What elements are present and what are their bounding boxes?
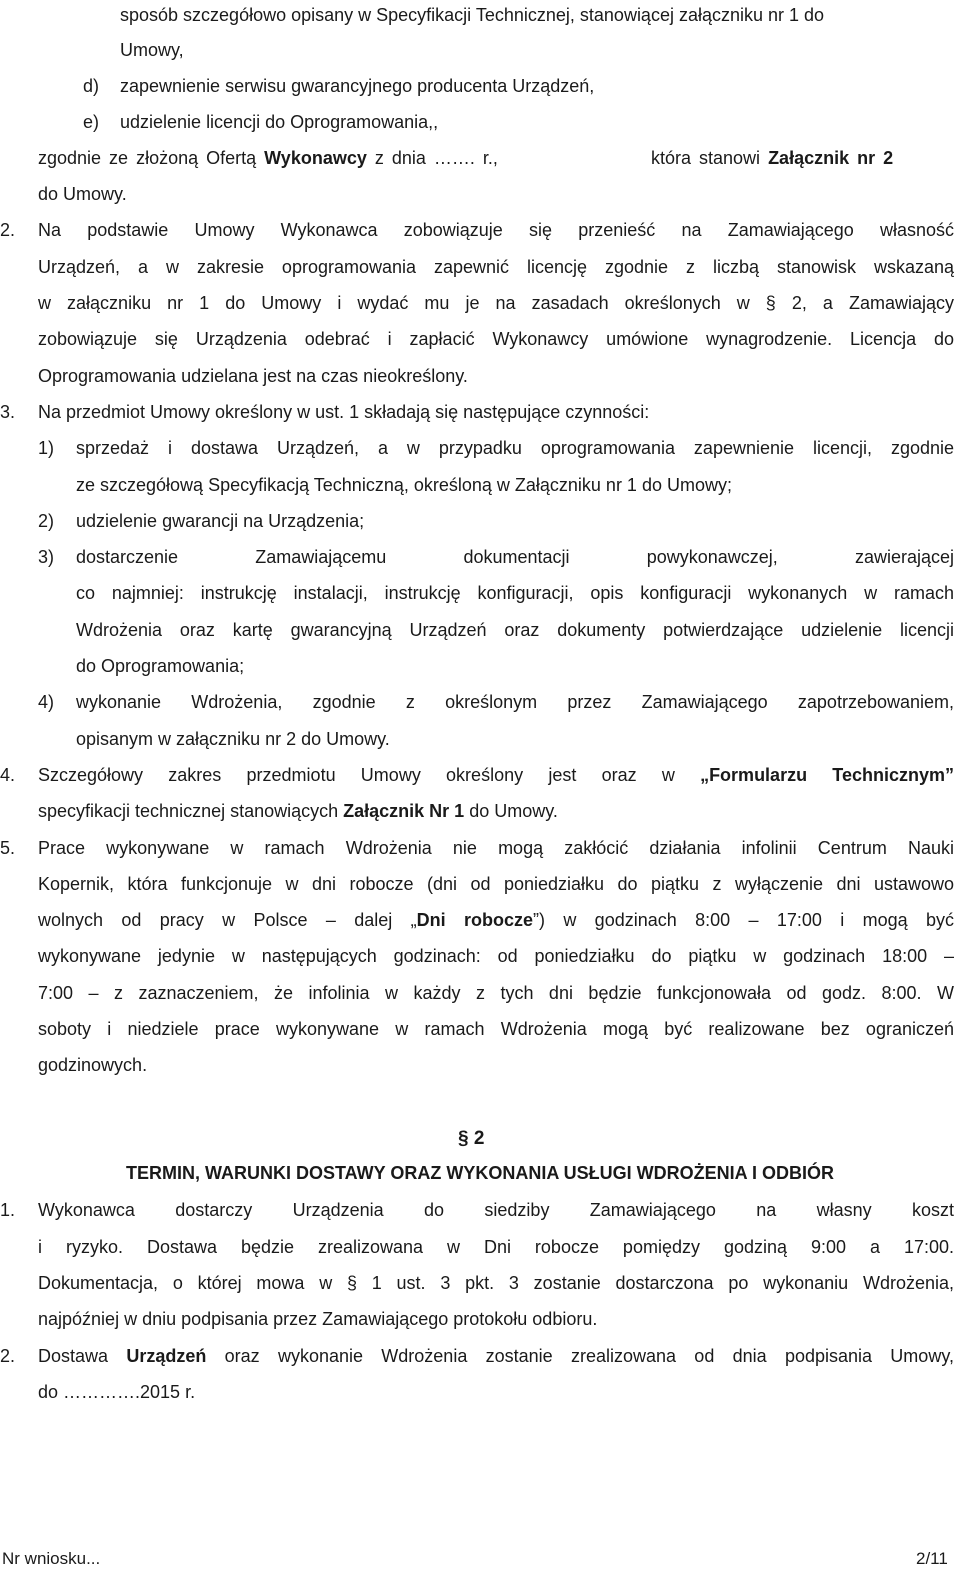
list-item-1-line-1: sprzedaż i dostawa Urządzeń, a w przypadku oprogramowania zapewnienie licencji, zgodnie — [76, 438, 954, 458]
list-item-3-number: 3) — [38, 547, 55, 567]
paragraph-5-text-a: wolnych od pracy w Polsce – dalej „ — [38, 910, 417, 930]
item-d-marker: d) — [83, 76, 100, 96]
offer-date: z dnia ……. r., — [366, 148, 498, 168]
list-item-1-number: 1) — [38, 438, 55, 458]
section-2-item-2-number: 2. — [0, 1346, 16, 1366]
paragraph-2-line-2: Urządzeń, a w zakresie oprogramowania zapewnić licencję zgodnie z liczbą stanowisk wskazaną — [38, 257, 954, 277]
paragraph-3-line-1: Na przedmiot Umowy określony w ust. 1 składają się następujące czynności: — [38, 402, 650, 422]
footer-application-number: Nr wniosku... — [2, 1549, 101, 1568]
paragraph-4-number: 4. — [0, 765, 16, 785]
item-d-text: zapewnienie serwisu gwarancyjnego producenta Urządzeń, — [120, 76, 595, 96]
devices-bold: Urządzeń — [126, 1346, 207, 1366]
list-item-3-line-1: dostarczenie Zamawiającemu dokumentacji powykonawczej, zawierającej — [76, 547, 954, 567]
list-item-1-line-2: ze szczegółową Specyfikacją Techniczną, określoną w Załączniku nr 1 do Umowy; — [76, 475, 732, 495]
paragraph-2-line-3: w załączniku nr 1 do Umowy i wydać mu je na zasadach określonych w § 2, a Zamawiający — [38, 293, 954, 313]
item-e-marker: e) — [83, 112, 100, 132]
paragraph-5-line-1: Prace wykonywane w ramach Wdrożenia nie mogą zakłócić działania infolinii Centrum Nauki — [38, 838, 954, 858]
section-2-mark: § 2 — [458, 1128, 485, 1149]
working-days-bold: Dni robocze — [416, 910, 533, 930]
paragraph-5-line-2: Kopernik, która funkcjonuje w dni robocze (dni od poniedziałku do piątku z wyłączenie dni ustawowo — [38, 874, 954, 894]
paragraph-4-line-1 — [38, 764, 954, 786]
list-item-2-number: 2) — [38, 511, 55, 531]
paragraph-4-line-2 — [38, 800, 558, 822]
paragraph-3-number: 3. — [0, 402, 16, 422]
paragraph-5-line-3 — [38, 909, 954, 931]
delivery-tail: oraz wykonanie Wdrożenia zostanie zrealizowana od dnia podpisania Umowy, — [206, 1346, 954, 1366]
section-2-item-1-line-1: Wykonawca dostarczy Urządzenia do siedziby Zamawiającego na własny koszt — [38, 1200, 954, 1220]
section-2-item-2-line-2: do ………….2015 r. — [38, 1382, 196, 1402]
list-item-4-line-2: opisanym w załączniku nr 2 do Umowy. — [76, 729, 390, 749]
footer-page-number: 2/11 — [916, 1549, 948, 1568]
paragraph-5-number: 5. — [0, 838, 16, 858]
section-2-item-1-line-3: Dokumentacja, o której mowa w § 1 ust. 3 pkt. 3 zostanie dostarczona po wykonaniu Wdrożenia, — [38, 1273, 954, 1293]
paragraph-5-line-7: godzinowych. — [38, 1055, 148, 1075]
offer-line — [38, 147, 498, 169]
technical-form-bold: „Formularzu Technicznym” — [700, 765, 954, 785]
intro-line-2: Umowy, — [120, 40, 184, 60]
intro-line-1: sposób szczegółowo opisany w Specyfikacji Technicznej, stanowiącej załączniku nr 1 do — [120, 5, 825, 25]
offer-text: zgodnie ze złożoną Ofertą — [38, 148, 265, 168]
paragraph-2-line-1: Na podstawie Umowy Wykonawca zobowiązuje się przenieść na Zamawiającego własność — [38, 220, 954, 240]
paragraph-2-line-5: Oprogramowania udzielana jest na czas nieokreślony. — [38, 366, 468, 386]
list-item-3-line-4: do Oprogramowania; — [76, 656, 245, 676]
section-2-item-1-line-2: i ryzyko. Dostawa będzie zrealizowana w Dni robocze pomiędzy godziną 9:00 a 17:00. — [38, 1237, 954, 1257]
offer-annex-text: która stanowi — [651, 148, 769, 168]
paragraph-5-line-6: soboty i niedziele prace wykonywane w ramach Wdrożenia mogą być realizowane bez ograniczeń — [38, 1019, 954, 1039]
paragraph-5-line-5: 7:00 – z zaznaczeniem, że infolinia w każdy z tych dni będzie funkcjonowała od godz. 8:00. W — [38, 983, 954, 1003]
list-item-4-number: 4) — [38, 692, 55, 712]
paragraph-4-tail: do Umowy. — [464, 801, 558, 821]
annex-2-bold: Załącznik nr 2 — [768, 148, 894, 168]
paragraph-5-text-c: ”) w godzinach 8:00 – 17:00 i mogą być — [532, 910, 954, 930]
item-e-text: udzielenie licencji do Oprogramowania,, — [120, 112, 439, 132]
section-2-title: TERMIN, WARUNKI DOSTAWY ORAZ WYKONANIA USŁUGI WDROŻENIA I ODBIÓR — [126, 1163, 834, 1183]
paragraph-2-number: 2. — [0, 220, 16, 240]
list-item-3-line-3: Wdrożenia oraz kartę gwarancyjną Urządzeń oraz dokumenty potwierdzające udzielenie licencji — [76, 620, 954, 640]
section-2-item-2-line-1 — [38, 1345, 954, 1367]
paragraph-5-line-4: wykonywane jedynie w następujących godzinach: od poniedziałku do piątku w godzinach 18:00 – — [38, 946, 954, 966]
list-item-2-line-1: udzielenie gwarancji na Urządzenia; — [76, 511, 365, 531]
paragraph-2-line-4: zobowiązuje się Urządzenia odebrać i zapłacić Wykonawcy umówione wynagrodzenie. Licencja do — [38, 329, 954, 349]
list-item-4-line-1: wykonanie Wdrożenia, zgodnie z określonym przez Zamawiającego zapotrzebowaniem, — [76, 692, 954, 712]
intro-line-6: do Umowy. — [38, 184, 127, 204]
paragraph-4-spec-text: specyfikacji technicznej stanowiących — [38, 801, 344, 821]
section-2-item-1-line-4: najpóźniej w dniu podpisania przez Zamawiającego protokołu odbioru. — [38, 1309, 598, 1329]
list-item-3-line-2: co najmniej: instrukcję instalacji, instrukcję konfiguracji, opis konfiguracji wykonanych w ramach — [76, 583, 954, 603]
section-2-item-1-number: 1. — [0, 1200, 16, 1220]
delivery-text: Dostawa — [38, 1346, 127, 1366]
offer-line-right — [651, 147, 893, 169]
paragraph-4-text: Szczegółowy zakres przedmiotu Umowy określony jest oraz w — [38, 765, 701, 785]
contractor-bold: Wykonawcy — [264, 148, 367, 168]
annex-1-bold: Załącznik Nr 1 — [343, 801, 465, 821]
